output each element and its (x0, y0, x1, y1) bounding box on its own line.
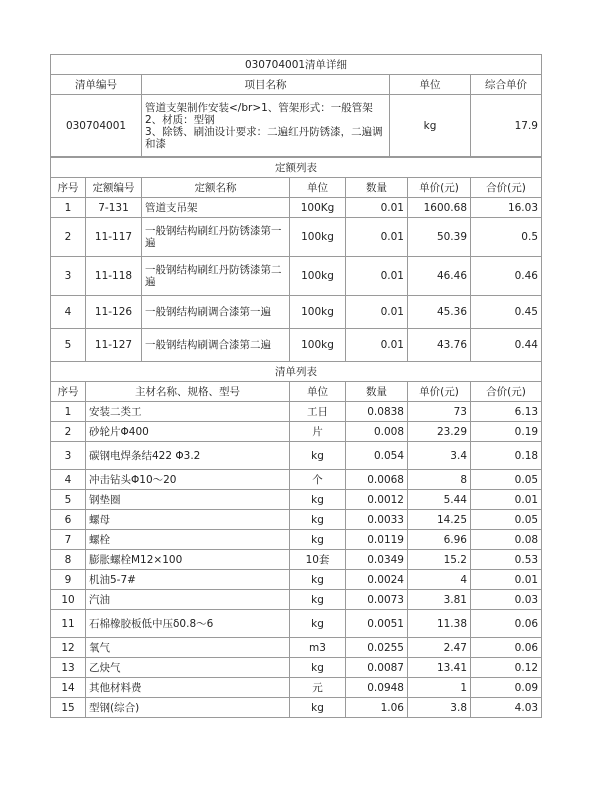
material-cell-qty: 0.0051 (346, 610, 408, 638)
material-cell-total: 0.06 (471, 638, 542, 658)
material-cell-total: 0.12 (471, 658, 542, 678)
quota-cell-name: 一般钢结构刷红丹防锈漆第一遍 (142, 218, 290, 257)
quota-header-row (51, 178, 542, 198)
material-cell-name: 氧气 (86, 638, 290, 658)
material-row (51, 610, 542, 638)
material-row (51, 442, 542, 470)
material-cell-price: 23.29 (408, 422, 471, 442)
material-cell-unit: kg (290, 698, 346, 718)
material-cell-total: 0.19 (471, 422, 542, 442)
quota-cell-price: 45.36 (408, 296, 471, 329)
quota-cell-name: 管道支吊架 (142, 198, 290, 218)
material-cell-name: 型钢(综合) (86, 698, 290, 718)
material-cell-unit: 工日 (290, 402, 346, 422)
material-cell-no: 2 (51, 422, 86, 442)
material-cell-price: 3.4 (408, 442, 471, 470)
material-row (51, 422, 542, 442)
item-code: 030704001 (51, 95, 142, 157)
quota-cell-no: 2 (51, 218, 86, 257)
material-cell-qty: 0.0012 (346, 490, 408, 510)
material-cell-qty: 0.008 (346, 422, 408, 442)
material-cell-total: 4.03 (471, 698, 542, 718)
material-cell-unit: kg (290, 490, 346, 510)
material-cell-unit: kg (290, 510, 346, 530)
material-cell-name: 汽油 (86, 590, 290, 610)
quota-cell-qty: 0.01 (346, 296, 408, 329)
material-cell-unit: m3 (290, 638, 346, 658)
material-cell-name: 安装二类工 (86, 402, 290, 422)
quota-cell-qty: 0.01 (346, 218, 408, 257)
material-row (51, 678, 542, 698)
material-cell-price: 3.81 (408, 590, 471, 610)
material-row (51, 590, 542, 610)
quota-cell-code: 11-118 (86, 257, 142, 296)
quota-cell-no: 5 (51, 329, 86, 362)
material-column-header: 单价(元) (408, 382, 471, 402)
material-cell-unit: kg (290, 530, 346, 550)
material-cell-price: 3.8 (408, 698, 471, 718)
material-cell-total: 0.18 (471, 442, 542, 470)
material-cell-name: 螺栓 (86, 530, 290, 550)
material-column-header: 单位 (290, 382, 346, 402)
material-cell-unit: kg (290, 610, 346, 638)
quota-cell-no: 1 (51, 198, 86, 218)
material-cell-no: 1 (51, 402, 86, 422)
material-cell-unit: kg (290, 590, 346, 610)
material-cell-price: 8 (408, 470, 471, 490)
material-column-header: 主材名称、规格、型号 (86, 382, 290, 402)
item-desc-line: 2、材质：型钢 (145, 113, 215, 126)
material-cell-unit: 10套 (290, 550, 346, 570)
material-cell-qty: 0.0024 (346, 570, 408, 590)
quota-cell-unit: 100kg (290, 296, 346, 329)
quota-cell-total: 0.5 (471, 218, 542, 257)
material-row (51, 530, 542, 550)
material-cell-qty: 0.0073 (346, 590, 408, 610)
material-cell-qty: 0.054 (346, 442, 408, 470)
material-cell-total: 0.05 (471, 510, 542, 530)
material-cell-no: 11 (51, 610, 86, 638)
material-column-header: 数量 (346, 382, 408, 402)
material-cell-name: 砂轮片Φ400 (86, 422, 290, 442)
quota-cell-code: 7-131 (86, 198, 142, 218)
material-cell-qty: 0.0255 (346, 638, 408, 658)
item-price: 17.9 (471, 95, 542, 157)
material-header-row (51, 382, 542, 402)
quota-cell-total: 0.45 (471, 296, 542, 329)
quota-cell-price: 43.76 (408, 329, 471, 362)
quota-cell-code: 11-117 (86, 218, 142, 257)
quota-cell-total: 16.03 (471, 198, 542, 218)
material-cell-name: 钢垫圈 (86, 490, 290, 510)
material-cell-qty: 0.0087 (346, 658, 408, 678)
quota-cell-no: 4 (51, 296, 86, 329)
material-column-header: 序号 (51, 382, 86, 402)
quota-row (51, 296, 542, 329)
quota-column-header: 序号 (51, 178, 86, 198)
material-table (50, 361, 542, 718)
material-cell-unit: kg (290, 570, 346, 590)
material-cell-unit: kg (290, 658, 346, 678)
price-header: 综合单价 (471, 75, 542, 95)
material-cell-name: 冲击钻头Φ10～20 (86, 470, 290, 490)
material-cell-qty: 0.0033 (346, 510, 408, 530)
material-cell-no: 14 (51, 678, 86, 698)
material-cell-no: 6 (51, 510, 86, 530)
material-section-title: 清单列表 (51, 362, 542, 382)
quota-cell-price: 1600.68 (408, 198, 471, 218)
material-cell-total: 0.09 (471, 678, 542, 698)
material-cell-name: 其他材料费 (86, 678, 290, 698)
quota-cell-unit: 100kg (290, 329, 346, 362)
material-cell-price: 15.2 (408, 550, 471, 570)
material-cell-price: 11.38 (408, 610, 471, 638)
material-column-header: 合价(元) (471, 382, 542, 402)
material-cell-price: 1 (408, 678, 471, 698)
quota-column-header: 定额名称 (142, 178, 290, 198)
quota-column-header: 定额编号 (86, 178, 142, 198)
quota-row (51, 329, 542, 362)
material-cell-no: 7 (51, 530, 86, 550)
material-cell-total: 0.03 (471, 590, 542, 610)
material-row (51, 638, 542, 658)
material-cell-total: 0.08 (471, 530, 542, 550)
material-cell-qty: 1.06 (346, 698, 408, 718)
quota-column-header: 合价(元) (471, 178, 542, 198)
quota-cell-unit: 100kg (290, 218, 346, 257)
quota-column-header: 数量 (346, 178, 408, 198)
quota-cell-name: 一般钢结构刷调合漆第一遍 (142, 296, 290, 329)
quota-column-header: 单价(元) (408, 178, 471, 198)
material-cell-no: 12 (51, 638, 86, 658)
material-cell-qty: 0.0119 (346, 530, 408, 550)
summary-table (50, 54, 542, 157)
material-cell-qty: 0.0349 (346, 550, 408, 570)
material-row (51, 550, 542, 570)
name-header: 项目名称 (142, 75, 390, 95)
material-cell-price: 73 (408, 402, 471, 422)
material-cell-unit: 片 (290, 422, 346, 442)
material-row (51, 470, 542, 490)
material-cell-no: 15 (51, 698, 86, 718)
quota-cell-total: 0.46 (471, 257, 542, 296)
material-cell-name: 乙炔气 (86, 658, 290, 678)
material-cell-price: 2.47 (408, 638, 471, 658)
material-cell-no: 3 (51, 442, 86, 470)
quota-section-title: 定额列表 (51, 158, 542, 178)
quota-cell-price: 50.39 (408, 218, 471, 257)
material-cell-name: 石棉橡胶板低中压δ0.8～6 (86, 610, 290, 638)
quota-cell-unit: 100kg (290, 257, 346, 296)
quota-row (51, 257, 542, 296)
material-cell-total: 0.05 (471, 470, 542, 490)
material-cell-qty: 0.0068 (346, 470, 408, 490)
quota-cell-qty: 0.01 (346, 257, 408, 296)
material-cell-no: 13 (51, 658, 86, 678)
quota-cell-code: 11-126 (86, 296, 142, 329)
material-row (51, 402, 542, 422)
material-cell-no: 10 (51, 590, 86, 610)
quota-cell-price: 46.46 (408, 257, 471, 296)
material-cell-qty: 0.0948 (346, 678, 408, 698)
quota-cell-no: 3 (51, 257, 86, 296)
material-row (51, 698, 542, 718)
material-cell-no: 9 (51, 570, 86, 590)
item-desc-line: 管道支架制作安装</br>1、管架形式：一般管架 (145, 101, 373, 114)
material-cell-unit: kg (290, 442, 346, 470)
quota-row (51, 198, 542, 218)
page-title: 030704001清单详细 (51, 55, 542, 75)
material-cell-total: 0.01 (471, 490, 542, 510)
material-cell-price: 6.96 (408, 530, 471, 550)
material-cell-name: 膨胀螺栓M12×100 (86, 550, 290, 570)
quota-table (50, 157, 542, 362)
material-cell-qty: 0.0838 (346, 402, 408, 422)
material-cell-price: 5.44 (408, 490, 471, 510)
quota-cell-name: 一般钢结构刷红丹防锈漆第二遍 (142, 257, 290, 296)
item-desc-line: 3、除锈、刷油设计要求：二遍红丹防锈漆，二遍调和漆 (145, 125, 383, 150)
material-cell-name: 机油5-7# (86, 570, 290, 590)
quota-cell-code: 11-127 (86, 329, 142, 362)
quota-cell-name: 一般钢结构刷调合漆第二遍 (142, 329, 290, 362)
material-cell-price: 14.25 (408, 510, 471, 530)
material-row (51, 510, 542, 530)
code-header: 清单编号 (51, 75, 142, 95)
item-unit: kg (390, 95, 471, 157)
material-row (51, 490, 542, 510)
quota-cell-unit: 100Kg (290, 198, 346, 218)
material-cell-no: 4 (51, 470, 86, 490)
unit-header: 单位 (390, 75, 471, 95)
material-cell-total: 0.01 (471, 570, 542, 590)
material-row (51, 658, 542, 678)
material-cell-name: 碳钢电焊条结422 Φ3.2 (86, 442, 290, 470)
material-cell-total: 0.06 (471, 610, 542, 638)
material-cell-unit: 个 (290, 470, 346, 490)
quota-cell-qty: 0.01 (346, 329, 408, 362)
material-cell-price: 13.41 (408, 658, 471, 678)
material-cell-unit: 元 (290, 678, 346, 698)
material-cell-no: 8 (51, 550, 86, 570)
material-cell-total: 6.13 (471, 402, 542, 422)
material-cell-total: 0.53 (471, 550, 542, 570)
material-cell-name: 螺母 (86, 510, 290, 530)
material-cell-no: 5 (51, 490, 86, 510)
item-description (142, 95, 390, 157)
material-row (51, 570, 542, 590)
quota-column-header: 单位 (290, 178, 346, 198)
material-cell-price: 4 (408, 570, 471, 590)
quota-cell-qty: 0.01 (346, 198, 408, 218)
quota-row (51, 218, 542, 257)
quota-cell-total: 0.44 (471, 329, 542, 362)
